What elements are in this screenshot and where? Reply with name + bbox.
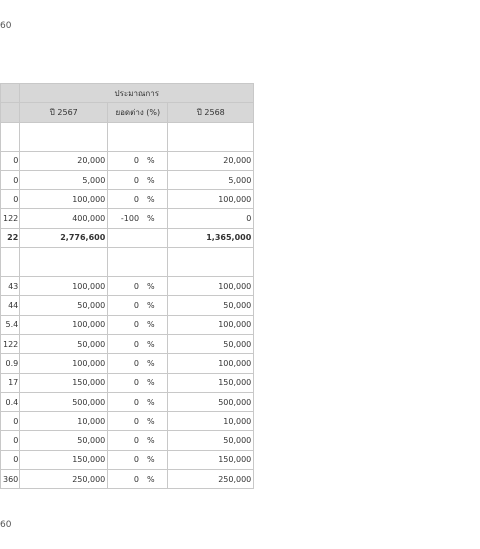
table-row xyxy=(1,209,254,228)
table-row xyxy=(1,315,254,334)
percent-sign: % xyxy=(146,397,155,407)
table-row xyxy=(1,373,254,392)
total-row xyxy=(1,228,254,247)
diff-value: 0 xyxy=(133,156,139,166)
diff-percent-cell xyxy=(108,354,168,373)
diff-percent-cell xyxy=(108,412,168,431)
diff-value: 0 xyxy=(133,455,139,465)
percent-sign: % xyxy=(146,194,155,204)
prev-value-cell: 0 xyxy=(1,170,20,189)
diff-percent-cell xyxy=(108,151,168,170)
prev-value-cell: 122 xyxy=(1,334,20,353)
diff-percent-cell xyxy=(108,209,168,228)
diff-percent-cell xyxy=(108,315,168,334)
prev-value-cell: 0 xyxy=(1,151,20,170)
diff-percent-cell xyxy=(108,296,168,315)
blank-cell xyxy=(20,122,108,151)
percent-sign: % xyxy=(146,455,155,465)
diff-value: 0 xyxy=(133,320,139,330)
year-2567-cell: 10,000 xyxy=(20,412,108,431)
diff-percent-cell xyxy=(108,277,168,296)
year-2568-cell: 250,000 xyxy=(168,470,254,489)
year-2568-cell: 100,000 xyxy=(168,277,254,296)
diff-value: 0 xyxy=(133,175,139,185)
year-2567-cell: 100,000 xyxy=(20,277,108,296)
prev-value-cell: 0 xyxy=(1,190,20,209)
year-2568-cell: 100,000 xyxy=(168,354,254,373)
prev-value-cell: 0 xyxy=(1,412,20,431)
percent-sign: % xyxy=(146,301,155,311)
diff-percent-cell xyxy=(108,373,168,392)
blank-cell xyxy=(168,248,254,277)
header-year-2568: ปี 2568 xyxy=(168,103,254,122)
spacer-row xyxy=(1,122,254,151)
percent-sign: % xyxy=(146,175,155,185)
year-2567-cell: 100,000 xyxy=(20,190,108,209)
percent-sign: % xyxy=(146,378,155,388)
percent-sign: % xyxy=(146,474,155,484)
header-year-2567: ปี 2567 xyxy=(20,103,108,122)
percent-sign: % xyxy=(146,156,155,166)
percent-sign: % xyxy=(146,416,155,426)
year-2567-cell: 50,000 xyxy=(20,334,108,353)
estimate-group-header: ประมาณการ xyxy=(20,84,254,103)
diff-percent-cell xyxy=(108,392,168,411)
year-2568-cell: 50,000 xyxy=(168,296,254,315)
diff-value: 0 xyxy=(133,358,139,368)
percent-sign: % xyxy=(146,436,155,446)
year-2567-cell: 100,000 xyxy=(20,354,108,373)
diff-percent-cell xyxy=(108,450,168,469)
year-2568-cell: 5,000 xyxy=(168,170,254,189)
diff-percent-cell xyxy=(108,431,168,450)
year-2568-cell: 1,365,000 xyxy=(168,228,254,247)
diff-percent-cell xyxy=(108,470,168,489)
year-2567-cell: 500,000 xyxy=(20,392,108,411)
year-2568-cell: 50,000 xyxy=(168,431,254,450)
blank-cell xyxy=(168,122,254,151)
year-2567-cell: 150,000 xyxy=(20,373,108,392)
diff-value: 0 xyxy=(133,436,139,446)
year-2567-cell: 100,000 xyxy=(20,315,108,334)
page-number-top: 60 xyxy=(0,21,12,31)
table-row xyxy=(1,277,254,296)
table-row xyxy=(1,296,254,315)
table-row xyxy=(1,334,254,353)
diff-value: 0 xyxy=(133,281,139,291)
blank-cell xyxy=(1,248,20,277)
header-group-row xyxy=(1,84,254,103)
diff-value: -100 xyxy=(120,214,140,224)
spacer-row xyxy=(1,248,254,277)
percent-sign: % xyxy=(146,358,155,368)
year-2568-cell: 150,000 xyxy=(168,373,254,392)
prev-value-cell: 22 xyxy=(1,228,20,247)
prev-value-cell: 122 xyxy=(1,209,20,228)
percent-sign: % xyxy=(146,339,155,349)
year-2568-cell: 500,000 xyxy=(168,392,254,411)
prev-value-cell: 0 xyxy=(1,431,20,450)
prev-value-cell: 360 xyxy=(1,470,20,489)
header-columns-row xyxy=(1,103,254,122)
diff-percent-cell xyxy=(108,228,168,247)
diff-percent-cell xyxy=(108,190,168,209)
percent-sign: % xyxy=(146,281,155,291)
prev-value-cell: 43 xyxy=(1,277,20,296)
year-2567-cell: 5,000 xyxy=(20,170,108,189)
prev-value-cell: 0.4 xyxy=(1,392,20,411)
percent-sign: % xyxy=(147,214,155,224)
year-2567-cell: 20,000 xyxy=(20,151,108,170)
year-2568-cell: 10,000 xyxy=(168,412,254,431)
header-prev-blank xyxy=(1,103,20,122)
year-2567-cell: 250,000 xyxy=(20,470,108,489)
blank-cell xyxy=(108,248,168,277)
year-2567-cell: 400,000 xyxy=(20,209,108,228)
table-row xyxy=(1,190,254,209)
blank-cell xyxy=(1,122,20,151)
page-number-bottom: 60 xyxy=(0,520,12,530)
diff-value: 0 xyxy=(133,339,139,349)
diff-value: 0 xyxy=(133,378,139,388)
diff-value: 0 xyxy=(133,194,139,204)
year-2568-cell: 100,000 xyxy=(168,315,254,334)
table-row xyxy=(1,470,254,489)
year-2567-cell: 150,000 xyxy=(20,450,108,469)
budget-table xyxy=(0,83,254,489)
table-row xyxy=(1,412,254,431)
year-2567-cell: 50,000 xyxy=(20,296,108,315)
table-row xyxy=(1,354,254,373)
year-2567-cell: 50,000 xyxy=(20,431,108,450)
year-2568-cell: 50,000 xyxy=(168,334,254,353)
year-2568-cell: 150,000 xyxy=(168,450,254,469)
year-2568-cell: 20,000 xyxy=(168,151,254,170)
diff-value: 0 xyxy=(133,397,139,407)
table-row xyxy=(1,392,254,411)
blank-cell xyxy=(20,248,108,277)
prev-value-cell: 5.4 xyxy=(1,315,20,334)
diff-value: 0 xyxy=(133,416,139,426)
table-row xyxy=(1,170,254,189)
blank-cell xyxy=(108,122,168,151)
header-prev-blank xyxy=(1,84,20,103)
year-2568-cell: 0 xyxy=(168,209,254,228)
header-diff-percent: ยอดต่าง (%) xyxy=(108,103,168,122)
diff-percent-cell xyxy=(108,334,168,353)
diff-value: 0 xyxy=(133,301,139,311)
prev-value-cell: 0 xyxy=(1,450,20,469)
prev-value-cell: 0.9 xyxy=(1,354,20,373)
percent-sign: % xyxy=(146,320,155,330)
year-2567-cell: 2,776,600 xyxy=(20,228,108,247)
diff-value: 0 xyxy=(133,474,139,484)
table-row xyxy=(1,431,254,450)
table-row xyxy=(1,450,254,469)
prev-value-cell: 44 xyxy=(1,296,20,315)
prev-value-cell: 17 xyxy=(1,373,20,392)
table-row xyxy=(1,151,254,170)
year-2568-cell: 100,000 xyxy=(168,190,254,209)
diff-percent-cell xyxy=(108,170,168,189)
